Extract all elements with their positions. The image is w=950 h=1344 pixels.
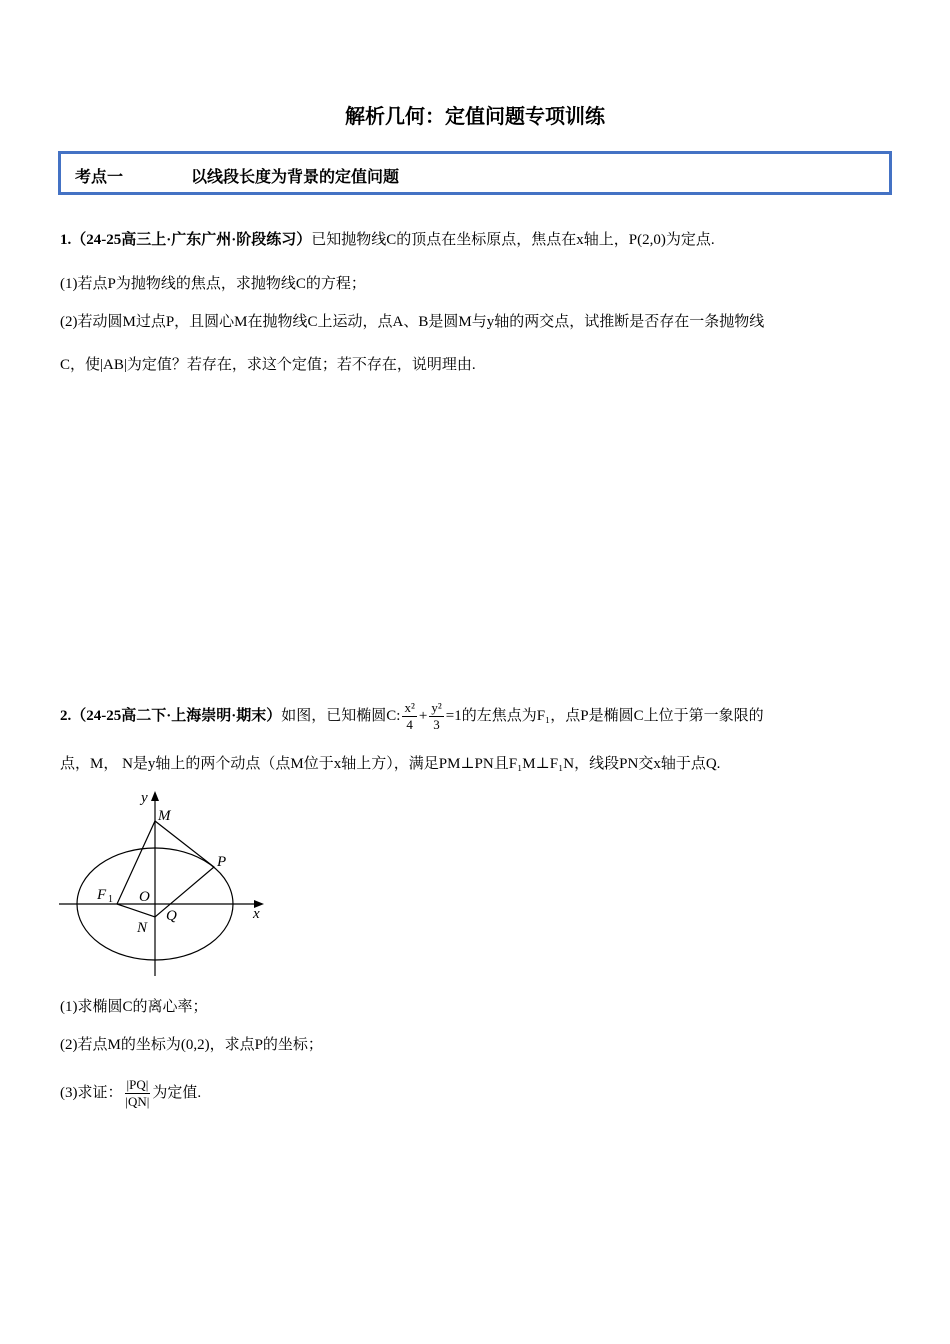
label-Q: Q [166,908,177,924]
q2-part1: (1)求椭圆C的离心率； [60,999,208,1015]
q1-part2b: C，使|AB|为定值？若存在，求这个定值；若不存在，说明理由. [60,357,476,373]
q2-part2: (2)若点M的坐标为(0,2)，求点P的坐标； [60,1037,323,1053]
q2-stem-c: 点，M， N是y轴上的两个动点（点M位于x轴上方），满足PM⊥PN且F₁M⊥F₁N，线段PN交x轴于点Q. [60,756,721,772]
q1-part1: (1)若点P为抛物线的焦点，求抛物线C的方程； [60,276,366,292]
q2-part3-suffix: 为定值. [152,1084,202,1101]
q1-stem-text: 已知抛物线C的顶点在坐标原点，焦点在x轴上，P(2,0)为定点. [311,232,715,248]
q2-stem-a: 如图，已知椭圆C: [281,707,401,724]
frac-den: |QN| [125,1094,150,1109]
q1-number: 1. [60,232,72,248]
q2-part3-prefix: (3)求证： [60,1084,123,1101]
q2-number: 2. [60,707,72,724]
frac-num: x² [404,700,415,715]
section-label: 考点一 [75,169,124,186]
label-F1: F [97,887,107,903]
frac-den: 4 [406,717,413,732]
q1-source: （24-25高三上·广东广州·阶段练习） [71,232,312,248]
label-N: N [137,920,148,936]
label-O: O [139,889,150,905]
q2-stem: 2.（24-25高二下·上海崇明·期末）如图，已知椭圆C: $\frac{\text{x²}}{4}$ + $\frac{\text{y²}}{3}$ =1的左焦点为F₁，点P是椭圆C上位于第一象限的 [60,700,764,732]
fraction-PQ-QN [125,1077,151,1110]
section-topic: 以线段长度为背景的定值问题 [191,169,400,186]
frac-num: y² [431,700,442,715]
quadrilateral-F1MPN [117,821,214,917]
q2-stem-b: =1的左焦点为F₁，点P是椭圆C上位于第一象限的 [445,707,764,724]
label-P: P [217,854,227,870]
q2-source: （24-25高二下·上海崇明·期末） [71,707,282,724]
q2-part3 [60,1077,201,1110]
label-y: y [141,790,148,806]
frac-num: |PQ| [126,1077,149,1092]
label-x: x [253,906,260,922]
label-F1-sub: 1 [108,894,113,905]
label-M: M [158,808,171,824]
frac-den: 3 [433,717,440,732]
page-title: 解析几何：定值问题专项训练 [345,106,605,128]
y-axis-arrow [151,791,159,801]
q1-part2a: (2)若动圆M过点P，且圆心M在抛物线C上运动，点A、B是圆M与y轴的两交点，试推断是否存在一条抛物线 [60,314,765,330]
